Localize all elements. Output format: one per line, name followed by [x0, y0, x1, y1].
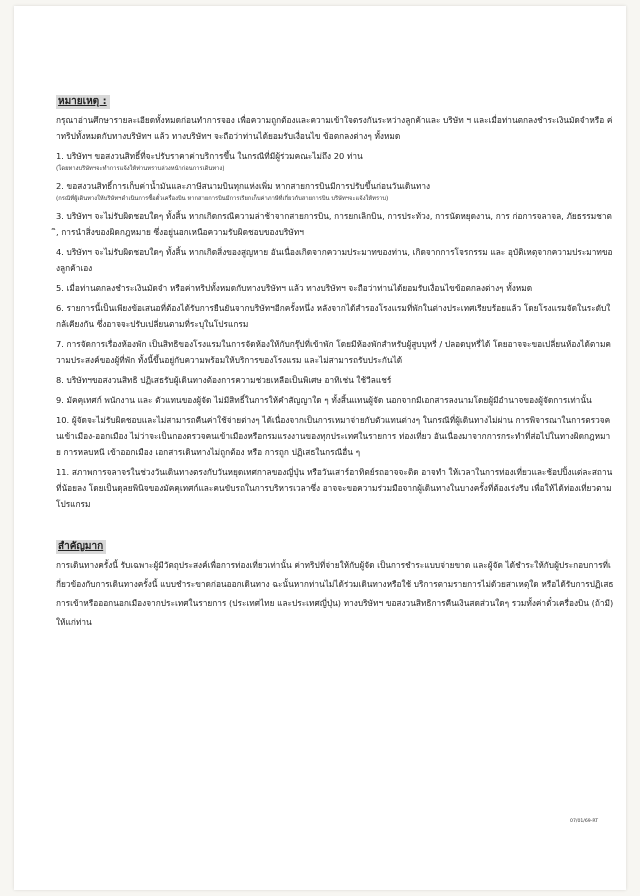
note-item-text: 2. ขอสงวนสิทธิ์การเก็บค่าน้ำมันและภาษีสนามบินทุกแห่งเพิ่ม หากสายการบินมีการปรับขึ้นก่อนวันเดินทาง — [56, 181, 431, 191]
note-item-subnote: (กรณีที่ผู้เดินทางให้บริษัทฯดำเนินการซื้อตั๋วเครื่องบิน หากสายการบินมีการเรียกเก็บค่าภาษีที่เกี่ยวกับสายการบิน บริษัทฯจะแจ้งให้ทราบ) — [56, 196, 389, 202]
note-item — [56, 178, 614, 204]
note-item-text: 10. ผู้จัดจะไม่รับผิดชอบและไม่สามารถคืนค่าใช้จ่ายต่างๆ ได้เนื่องจากเป็นการเหมาจ่ายกับตัวแทนต่างๆ ในกรณีที่ผู้เดินทางไม่ผ่าน การพิจารณาในการตรวจคนเข้าเมือง-ออกเมือง ไม่ว่าจะเป็นกองตรวจคนเข้าเมืองหรือกรมแรงงานของทุกประเทศในรายการ ท่องเที่ยว อันเนื่องมาจากการกระทำที่ส่อไปในทางผิดกฎหมาย การหลบหนี เข้าออกเมือง เอกสารเดินทางไม่ถูกต้อง หรือ การถูก ปฏิเสธในกรณีอื่น ๆ — [56, 415, 611, 457]
important-heading: สำคัญมาก — [56, 540, 106, 554]
note-item-text: 9. มัคคุเทศก์ พนักงาน และ ตัวแทนของผู้จัด ไม่มีสิทธิ์ในการให้คำสัญญาใด ๆ ทั้งสิ้นแทนผู้จัด นอกจากมีเอกสารลงนามโดยผู้มีอำนาจของผู้จัดการเท่านั้น — [56, 395, 592, 405]
important-text: การเดินทางครั้งนี้ รับเฉพาะผู้มีวัตถุประสงค์เพื่อการท่องเที่ยวเท่านั้น ค่าทริปที่จ่ายให้กับผู้จัด เป็นการชำระแบบจ่ายขาด และผู้จัด ได้ชำระให้กับผู้ประกอบการที่เกี่ยวข้องกับการเดินทางครั้งนี้ แบบชำระขาดก่อนออกเดินทาง ฉะนั้นหากท่านไม่ได้ร่วมเดินทางหรือใช้ บริการตามรายการไม่ด้วยสาเหตุใด หรือได้รับการปฏิเสธการเข้าหรือออกนอกเมืองจากประเทศในรายการ (ประเทศไทย และประเทศญี่ปุ่น) ทางบริษัทฯ ขอสงวนสิทธิการคืนเงินสดส่วนใดๆ รวมทั้งค่าตั๋วเครื่องบิน (ถ้ามี) ให้แก่ท่าน — [56, 560, 614, 627]
document-content — [56, 89, 614, 632]
note-item-subnote: (โดยทางบริษัทฯจะทำการแจ้งให้ท่านทราบล่วงหน้าก่อนการเดินทาง) — [56, 166, 225, 172]
note-item — [56, 148, 614, 174]
document-page — [14, 6, 626, 890]
notes-intro: กรุณาอ่านศึกษารายละเอียดทั้งหมดก่อนทำการจอง เพื่อความถูกต้องและความเข้าใจตรงกันระหว่างลูกค้าและ บริษัท ฯ และเมื่อท่านตกลงชำระเงินมัดจำหรือ ค่าทริปทั้งหมดกับทางบริษัทฯ แล้ว ทางบริษัทฯ จะถือว่าท่านได้ยอมรับเงื่อนไข ข้อตกลงต่างๆ ทั้งหมด — [56, 115, 613, 141]
note-item-text: 6. รายการนี้เป็นเพียงข้อเสนอที่ต้องได้รับการยืนยันจากบริษัทฯอีกครั้งหนึ่ง หลังจากได้สำรองโรงแรมที่พักในต่างประเทศเรียบร้อยแล้ว โดยโรงแรมจัดในระดับใกล้เคียงกัน ซึ่งอาจจะปรับเปลี่ยนตามที่ระบุในโปรแกรม — [56, 303, 611, 329]
note-item-text: 5. เมื่อท่านตกลงชำระเงินมัดจำ หรือค่าทริปทั้งหมดกับทางบริษัทฯ แล้ว ทางบริษัทฯ จะถือว่าท่านได้ยอมรับเงื่อนไขข้อตกลงต่างๆ ทั้งหมด — [56, 283, 533, 293]
important-section — [56, 534, 614, 632]
note-item-text: 3. บริษัทฯ จะไม่รับผิดชอบใดๆ ทั้งสิ้น หากเกิดกรณีความล่าช้าจากสายการบิน, การยกเลิกบิน, การประท้วง, การนัดหยุดงาน, การ ก่อการจลาจล, ภัยธรรมชาติ, การนำสิ่งของผิดกฎหมาย ซึ่งอยู่นอกเหนือความรับผิดชอบของบริษัทฯ — [56, 211, 612, 237]
notes-heading: หมายเหตุ : — [56, 95, 110, 109]
notes-list — [56, 148, 614, 512]
note-item-text: 8. บริษัทฯขอสงวนสิทธิ ปฏิเสธรับผู้เดินทางต้องการความช่วยเหลือเป็นพิเศษ อาทิเช่น ใช้วีลแชร์ — [56, 375, 392, 385]
note-item-text: 7. การจัดการเรื่องห้องพัก เป็นสิทธิของโรงแรมในการจัดห้องให้กับกรุ๊ปที่เข้าพัก โดยมีห้องพักสำหรับผู้สูบบุหรี่ / ปลอดบุหรี่ได้ โดยอาจจะขอเปลี่ยนห้องได้ตามความประสงค์ของผู้ที่พัก ทั้งนี้ขึ้นอยู่กับความพร้อมให้บริการของโรงแรม และไม่สามารถรับประกันได้ — [56, 339, 611, 365]
note-item-text: 1. บริษัทฯ ขอสงวนสิทธิ์ที่จะปรับราคาค่าบริการขึ้น ในกรณีที่มีผู้ร่วมคณะไม่ถึง 20 ท่าน — [56, 151, 363, 161]
note-item-text: 4. บริษัทฯ จะไม่รับผิดชอบใดๆ ทั้งสิ้น หากเกิดสิ่งของสูญหาย อันเนื่องเกิดจากความประมาทของท่าน, เกิดจากการโจรกรรม และ อุบัติเหตุจากความประมาทของลูกค้าเอง — [56, 247, 613, 273]
note-item-text: 11. สภาพการจลาจรในช่วงวันเดินทางตรงกับวันหยุดเทศกาลของญี่ปุ่น หรือวันเสาร์อาทิตย์รถอาจจะติด อาจทำ ให้เวลาในการท่องเที่ยวและช้อปปิ้งแต่ละสถานที่น้อยลง โดยเป็นดุลยพินิจของมัคคุเทศก์และคนขับรถในการบริหารเวลาซึ่ง อาจจะขอความร่วมมือจากผู้เดินทางในบางครั้งที่ต้องเร่งรีบ เพื่อให้ได้ท่องเที่ยวตามโปรแกรม — [56, 467, 613, 509]
document-code: 07/01/69-RT — [570, 819, 598, 824]
